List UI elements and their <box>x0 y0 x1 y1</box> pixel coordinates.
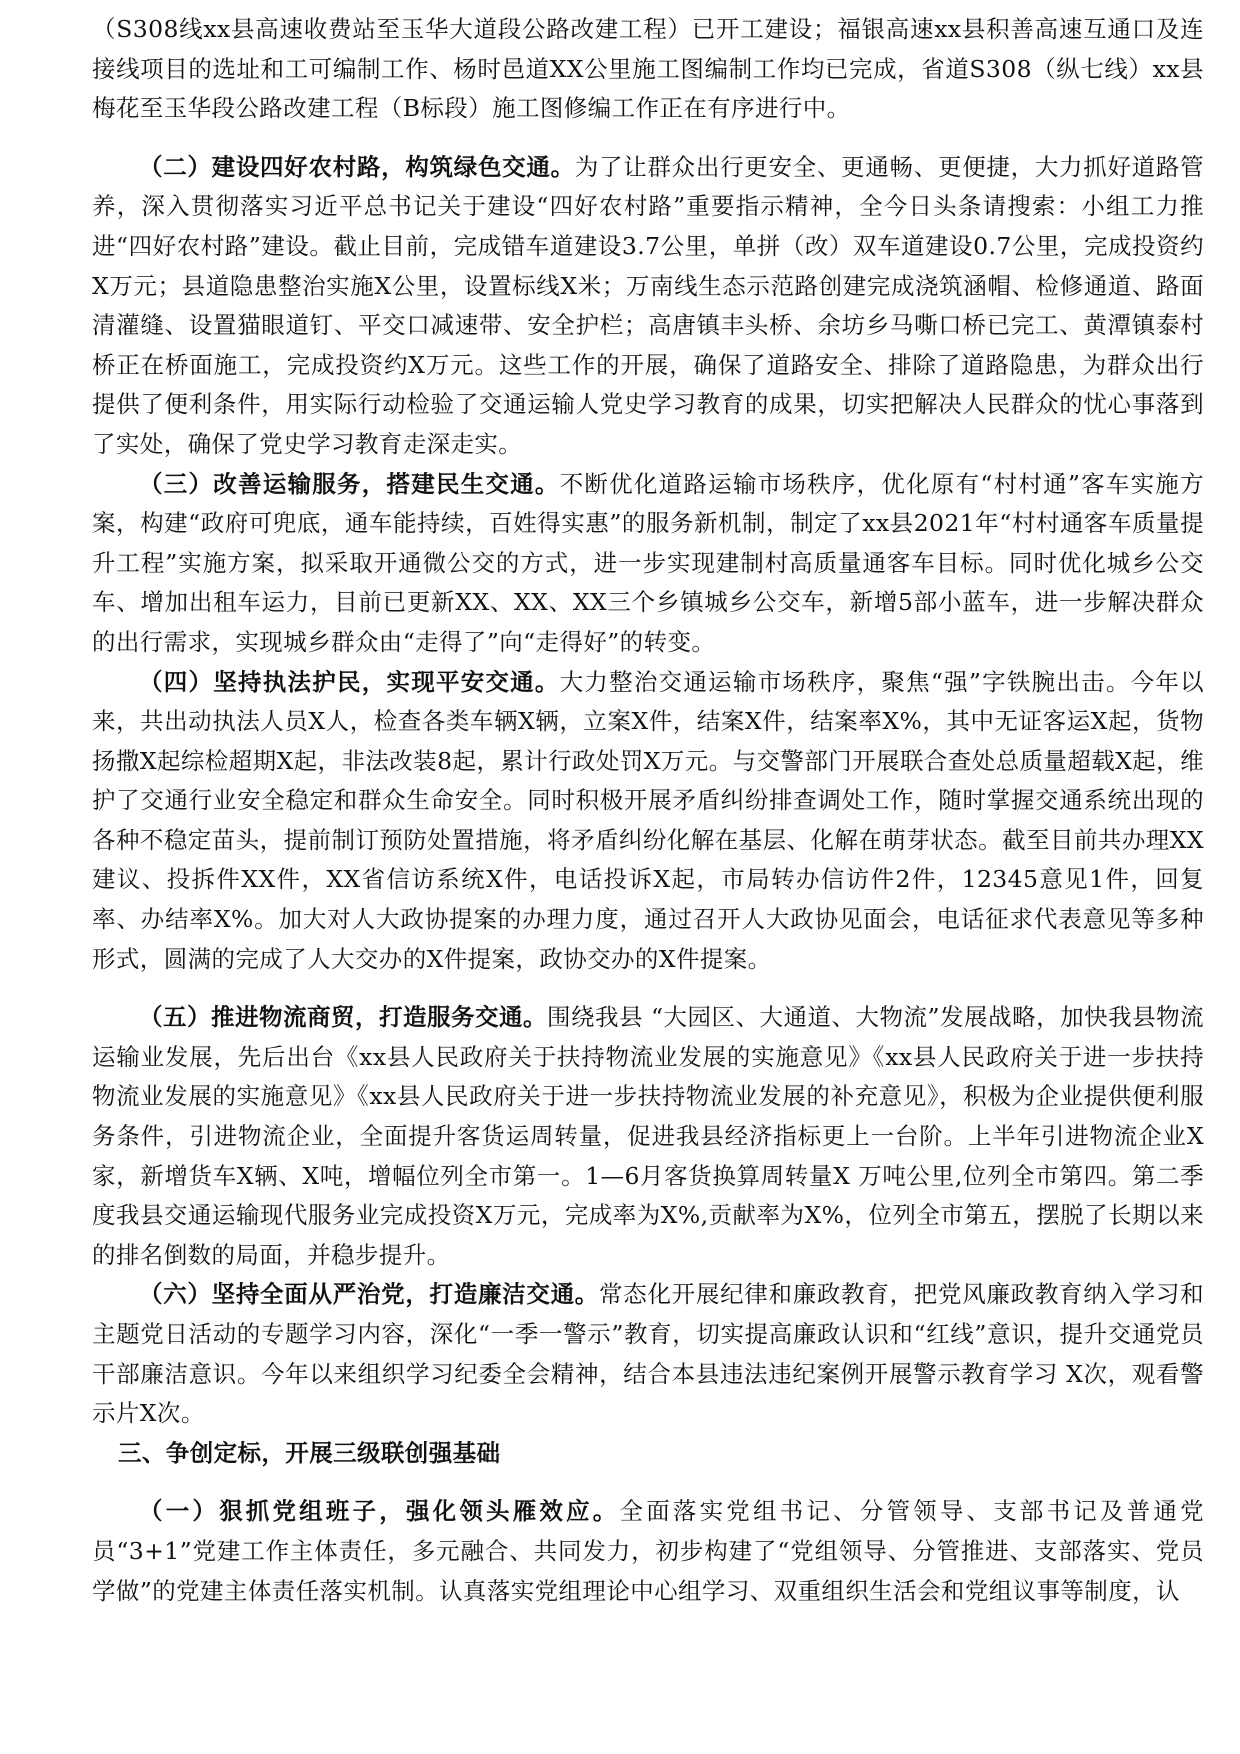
section-5-heading: （五）推进物流商贸，打造服务交通。 <box>139 1003 548 1032</box>
section-2-heading: （二）建设四好农村路，构筑绿色交通。 <box>139 152 575 181</box>
part-3-sub-1-body: 全面落实党组书记、分管领导、支部书记及普通党员“3+1”党建工作主体责任，多元融合、共同发力，初步构建了“党组领导、分管推进、支部落实、党员学做”的党建主体责任落实机制。认真落实党组理论中心组学习、双重组织生活会和党组议事等制度，认 <box>92 1497 1204 1605</box>
section-3-body: 不断优化道路运输市场秩序，优化原有“村村通”客车实施方案，构建“政府可兜底，通车能持续，百姓得实惠”的服务新机制，制定了xx县2021年“村村通客车质量提升工程”实施方案，拟采取开通微公交的方式，进一步实现建制村高质量通客车目标。同时优化城乡公交车、增加出租车运力，目前已更新XX、XX、XX三个乡镇城乡公交车，新增5部小蓝车，进一步解决群众的出行需求，实现城乡群众由“走得了”向“走得好”的转变。 <box>92 469 1204 656</box>
section-4-heading: （四）坚持执法护民，实现平安交通。 <box>139 667 560 696</box>
section-6-body: 常态化开展纪律和廉政教育，把党风廉政教育纳入学习和主题党日活动的专题学习内容，深化“一季一警示”教育，切实提高廉政认识和“红线”意识，提升交通党员干部廉洁意识。今年以来组织学习纪委全会精神，结合本县违法违纪案例开展警示教育学习 X次，观看警示片X次。 <box>92 1280 1205 1428</box>
part-3-sub-1-paragraph <box>92 1492 1204 1611</box>
part-3-title: 三、争创定标，开展三级联创强基础 <box>118 1438 501 1467</box>
section-4-paragraph <box>92 663 1204 980</box>
section-5-paragraph <box>92 998 1204 1275</box>
section-6-heading: （六）坚持全面从严治党，打造廉洁交通。 <box>139 1280 600 1309</box>
section-3-paragraph <box>92 465 1204 663</box>
section-4-body: 大力整治交通运输市场秩序，聚焦“强”字铁腕出击。今年以来，共出动执法人员X人，检查各类车辆X辆，立案X件，结案X件，结案率X%，其中无证客运X起，货物扬撒X起综检超期X起，非法改装8起，累计行政处罚X万元。与交警部门开展联合查处总质量超载X起，维护了交通行业安全稳定和群众生命安全。同时积极开展矛盾纠纷排查调处工作，随时掌握交通系统出现的各种不稳定苗头，提前制订预防处置措施，将矛盾纠纷化解在基层、化解在萌芽状态。截至目前共办理XX建议、投拆件XX件，XX省信访系统X件，电话投诉X起，市局转办信访件2件，12345意见1件，回复率、办结率X%。加大对人大政协提案的办理力度，通过召开人大政协见面会，电话征求代表意见等多种形式，圆满的完成了人大交办的X件提案，政协交办的X件提案。 <box>92 667 1204 973</box>
section-3-heading: （三）改善运输服务，搭建民生交通。 <box>139 469 560 498</box>
document-page <box>92 10 1204 1611</box>
section-2-paragraph <box>92 148 1204 465</box>
section-5-body: 围绕我县 “大园区、大通道、大物流”发展战略，加快我县物流运输业发展，先后出台《xx县人民政府关于扶持物流业发展的实施意见》《xx县人民政府关于进一步扶持物流业发展的实施意见》《xx县人民政府关于进一步扶持物流业发展的补充意见》，积极为企业提供便利服务条件，引进物流企业，全面提升客货运周转量，促进我县经济指标更上一台阶。上半年引进物流企业X家，新增货车X辆、X吨，增幅位列全市第一。1—6月客货换算周转量X 万吨公里,位列全市第四。第二季度我县交通运输现代服务业完成投资X万元，完成率为X%,贡献率为X%，位列全市第五，摆脱了长期以来的排名倒数的局面，并稳步提升。 <box>92 1003 1204 1269</box>
part-3-sub-1-heading: （一）狠抓党组班子，强化领头雁效应。 <box>139 1497 620 1526</box>
section-2-body: 为了让群众出行更安全、更通畅、更便捷，大力抓好道路管养，深入贯彻落实习近平总书记关于建设“四好农村路”重要指示精神，全今日头条请搜索：小组工力推进“四好农村路”建设。截止目前，完成错车道建设3.7公里，单拼（改）双车道建设0.7公里，完成投资约X万元；县道隐患整治实施X公里，设置标线X米；万南线生态示范路创建完成浇筑涵帽、检修通道、路面清灌缝、设置猫眼道钉、平交口减速带、安全护栏；高唐镇丰头桥、余坊乡马嘶口桥已完工、黄潭镇泰村桥正在桥面施工，完成投资约X万元。这些工作的开展，确保了道路安全、排除了道路隐患，为群众出行提供了便利条件，用实际行动检验了交通运输人党史学习教育的成果，切实把解决人民群众的忧心事落到了实处，确保了党史学习教育走深走实。 <box>92 152 1204 458</box>
section-6-paragraph <box>92 1275 1204 1433</box>
intro-paragraph: （S308线xx县高速收费站至玉华大道段公路改建工程）已开工建设；福银高速xx县积善高速互通口及连接线项目的选址和工可编制工作、杨时邑道XX公里施工图编制工作均已完成，省道S308（纵七线）xx县梅花至玉华段公路改建工程（B标段）施工图修编工作正在有序进行中。 <box>92 15 1204 123</box>
